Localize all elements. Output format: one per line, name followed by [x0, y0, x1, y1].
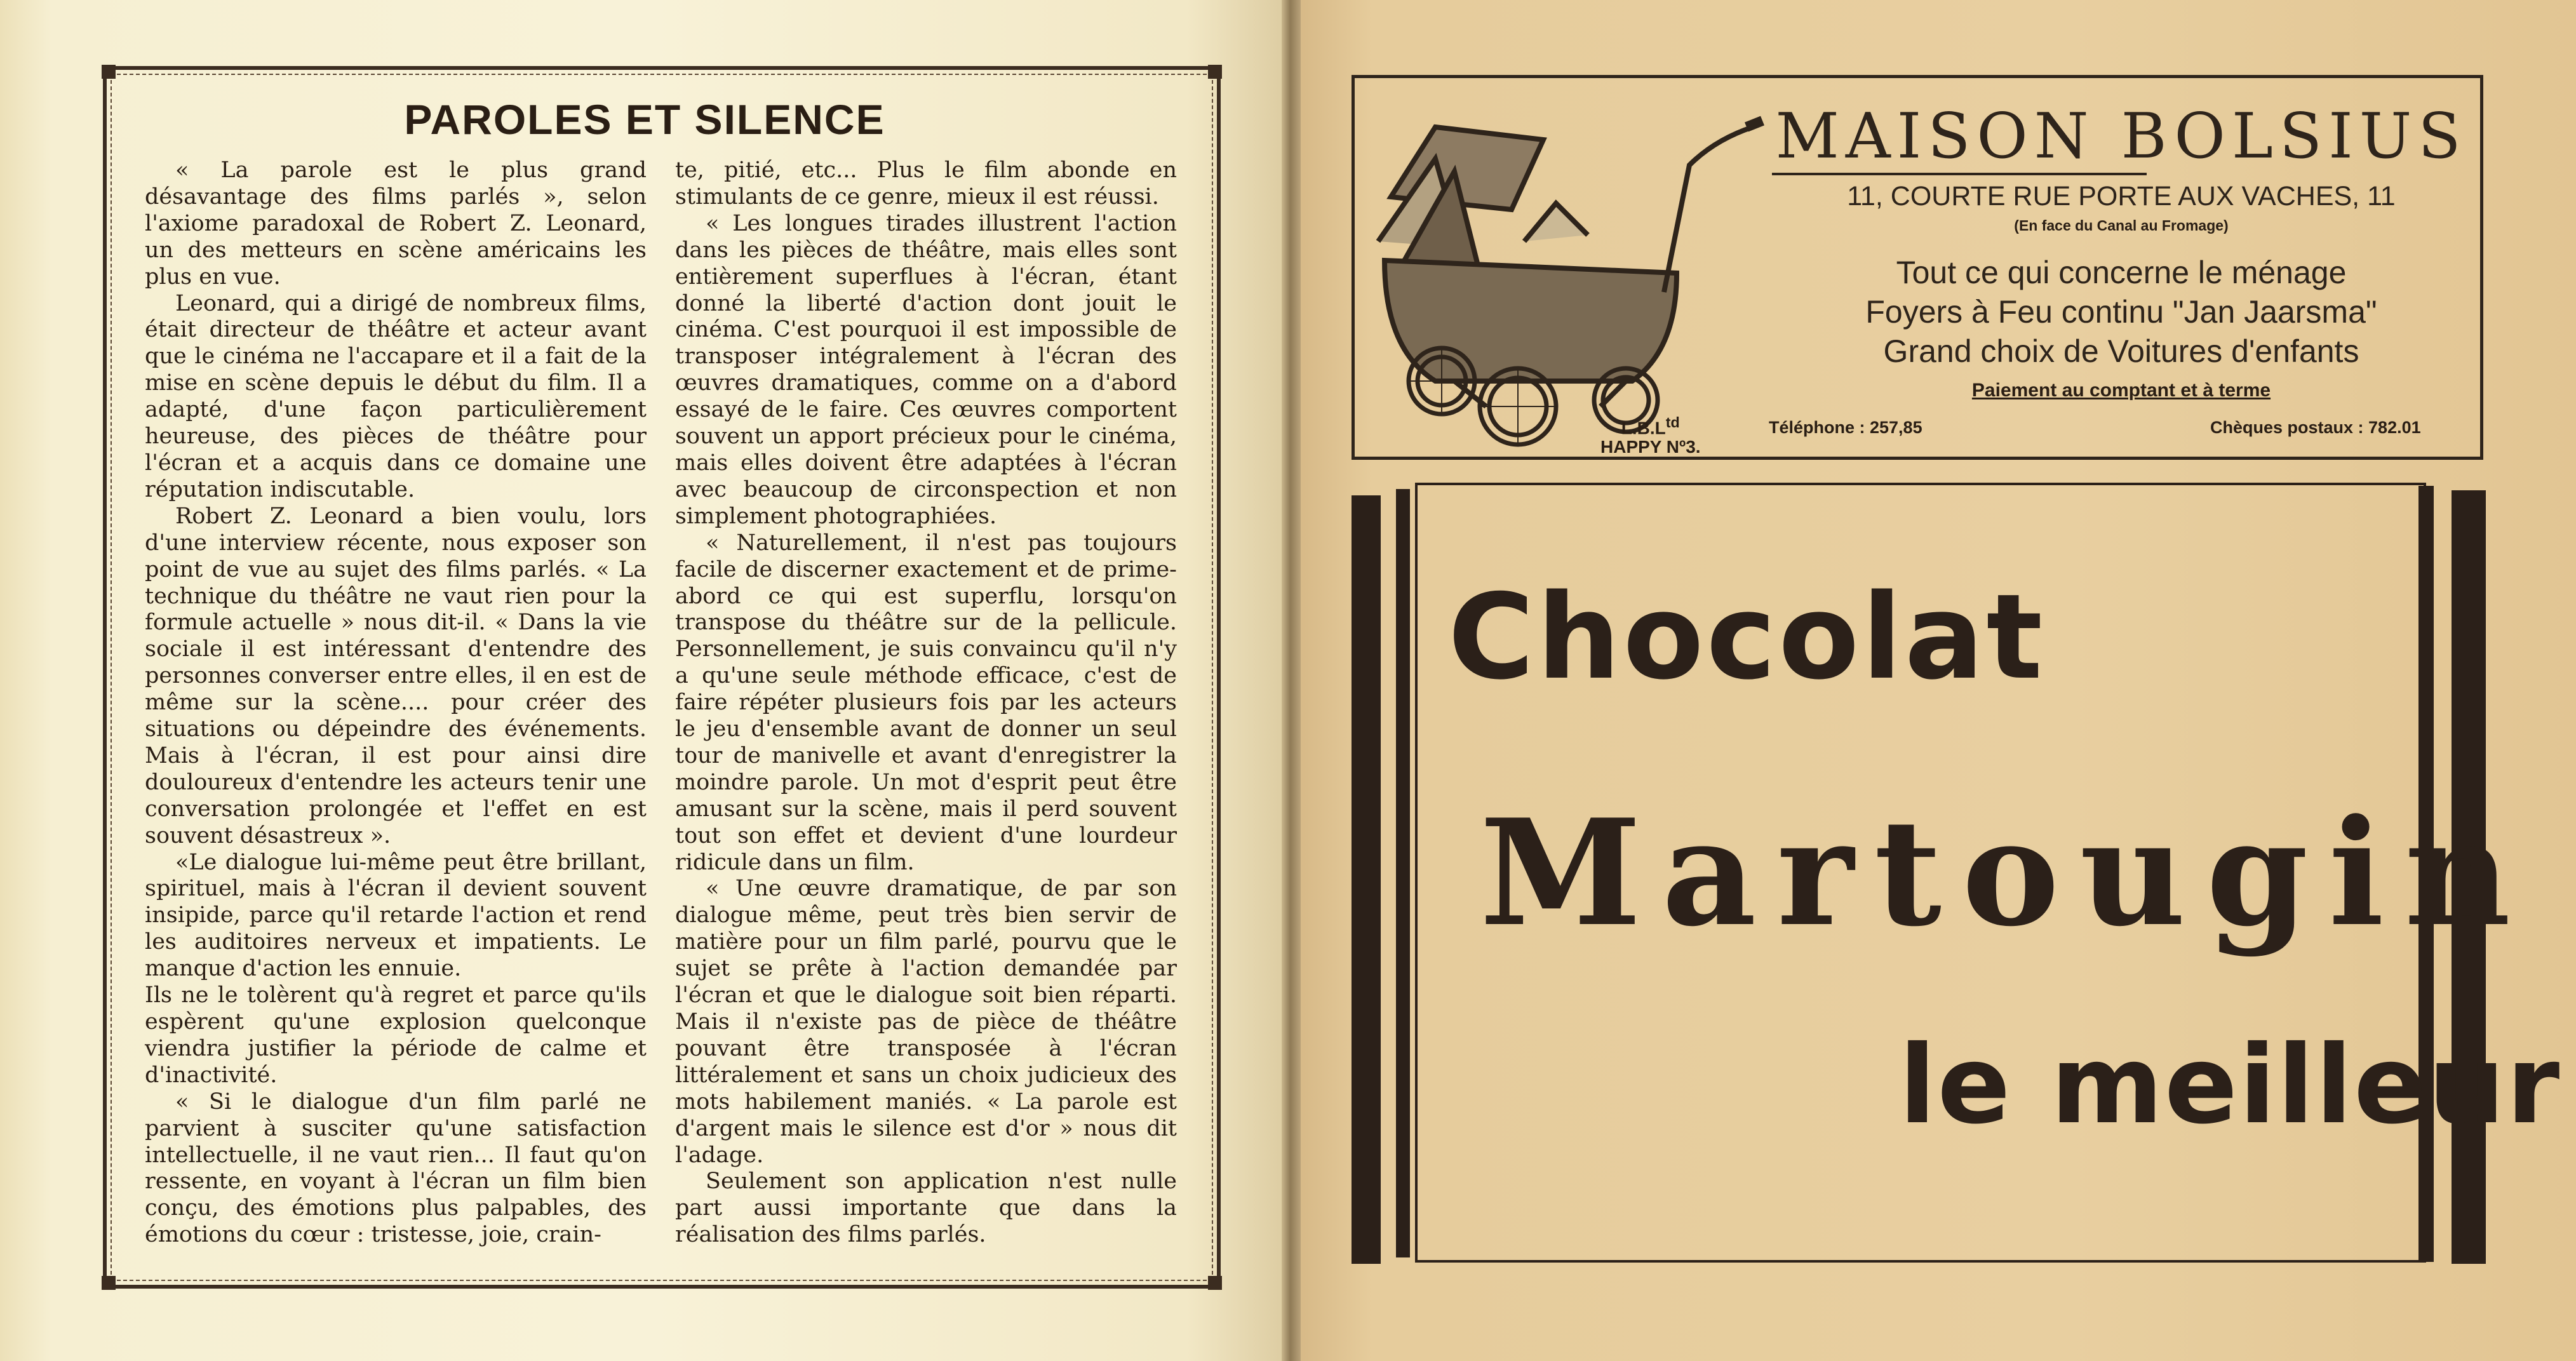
pram-illustration	[1359, 83, 1766, 457]
chocolat-slogan: le meilleur	[1899, 1022, 2561, 1148]
brand-underline	[1772, 173, 2147, 175]
frame-corner-ornament	[102, 1276, 116, 1290]
ad-line-stoves: Foyers à Feu continu "Jan Jaarsma"	[1865, 294, 2377, 330]
paragraph: « Les longues tirades illustrent l'action dans les pièces de théâtre, mais elles sont entièrement superflues à l'écran, étant donné la liberté d'action dont jouit le cinéma. C'est pourquoi il est impossible de transposer intégralement à l'écran des œuvres dramatiques, comme on a d'abord essayé de le faire. Ces œuvres comportent souvent un apport précieux pour le cinéma, mais elles doivent être adaptées à l'écran avec beaucoup de circonspection et non simplement photographiées.	[675, 210, 1177, 529]
maker-initials: L.B.L	[1621, 418, 1666, 438]
paragraph: te, pitié, etc... Plus le film abonde en stimulants de ce genre, mieux il est réussi.	[675, 158, 1177, 210]
paragraph: Robert Z. Leonard a bien voulu, lors d'une interview récente, nous exposer son point de vue au sujet des films parlés. « La technique du théâtre ne vaut rien pour la formule actuelle » nous dit-il. « Dans la vie sociale il est intéressant d'entendre des personnes converser entre elles, il en est de même sur la scène.... pour créer des situations ou dépeindre des événements. Mais à l'écran, il est pour ainsi dire douloureux d'entendre les acteurs tenir une conversation prolongée et l'effet en est souvent désastreux ».	[145, 503, 647, 848]
shop-address: 11, COURTE RUE PORTE AUX VACHES, 11	[1847, 181, 2396, 211]
article-column-2	[675, 158, 1177, 1249]
pram-maker-mark	[1600, 413, 1701, 457]
postal-cheque-number: Chèques postaux : 782.01	[2210, 418, 2421, 437]
paragraph: Seulement son application n'est nulle part aussi importante que dans la réalisation des films parlés.	[675, 1169, 1177, 1248]
paragraph: «Le dialogue lui-même peut être brillant, spirituel, mais à l'écran il devient souvent insipide, parce qu'il retarde l'action et rend les auditoires nerveux et impatients. Le manque d'action les ennuie.	[145, 849, 647, 982]
book-gutter	[1282, 0, 1301, 1361]
frame-corner-ornament	[1208, 65, 1222, 79]
phone-number: Téléphone : 257,85	[1769, 418, 1922, 437]
maker-initials-suffix: td	[1665, 414, 1680, 431]
paragraph: Leonard, qui a dirigé de nombreux films, était directeur de théâtre et acteur avant que le cinéma ne l'accapare et il a fait de la mise en scène depuis le début du film. Il a adapté, d'une façon particulièrement heureuse, des pièces de théâtre pour l'écran et a acquis dans ce domaine une réputation indiscutable.	[145, 290, 647, 502]
paragraph: « Une œuvre dramatique, de par son dialogue même, peut très bien servir de matière pour un film parlé, pourvu que le sujet se prête à l'action demandée par l'écran et que le dialogue soit bien réparti. Mais il n'existe pas de pièce de théâtre pouvant être transposée à l'écran littéralement et sans un choix judicieux des mots habilement maniés. « La parole est d'argent mais le silence est d'or » nous dit l'adage.	[675, 876, 1177, 1168]
paragraph: « Naturellement, il n'est pas toujours facile de discerner exactement et de prime-abord ce qui est superflu, lorsqu'on transpose du théâtre sur de la pellicule. Personnellement, je suis convaincu qu'il n'y a qu'une seule méthode efficace, c'est de faire répéter plusieurs fois par les acteurs le jeu d'ensemble avant de donner un seul tour de manivelle et avant d'enregistrer la moindre parole. Un mot d'esprit peut être amusant sur la scène, mais il perd souvent tout son effet et devient d'une lourdeur ridicule dans un film.	[675, 530, 1177, 875]
frame-corner-ornament	[1208, 1276, 1222, 1290]
payment-terms: Paiement au comptant et à terme	[1971, 380, 2271, 401]
maker-model: HAPPY Nº3.	[1600, 437, 1701, 457]
chocolat-brand: Martougin	[1480, 788, 2532, 959]
chocolat-heading: Chocolat	[1448, 568, 2046, 706]
paragraph: « Si le dialogue d'un film parlé ne parvient à susciter qu'une satisfaction intellectuelle, il ne vaut rien... Il faut qu'on ressente, en voyant à l'écran un film bien conçu, des émotions plus palpables, des émotions du cœur : tristesse, joie, crain-	[145, 1089, 647, 1248]
brand-name: MAISON BOLSIUS	[1775, 100, 2467, 173]
ad-line-household: Tout ce qui concerne le ménage	[1896, 255, 2347, 290]
paragraph: Ils ne le tolèrent qu'à regret et parce qu'ils espèrent qu'une explosion quelconque viendra justifier la période de calme et d'inactivité.	[145, 982, 647, 1088]
article-title: PAROLES ET SILENCE	[404, 96, 885, 143]
paragraph: « La parole est le plus grand désavantage des films parlés », selon l'axiome paradoxal de Robert Z. Leonard, un des metteurs en scène américains les plus en vue.	[145, 158, 647, 290]
decorative-bar-left-inner	[1396, 489, 1410, 1257]
frame-corner-ornament	[102, 65, 116, 79]
address-note: (En face du Canal au Fromage)	[2014, 217, 2229, 234]
ad-line-prams: Grand choix de Voitures d'enfants	[1883, 333, 2359, 369]
decorative-bar-left-outer	[1352, 495, 1381, 1264]
article-column-1	[145, 158, 647, 1249]
